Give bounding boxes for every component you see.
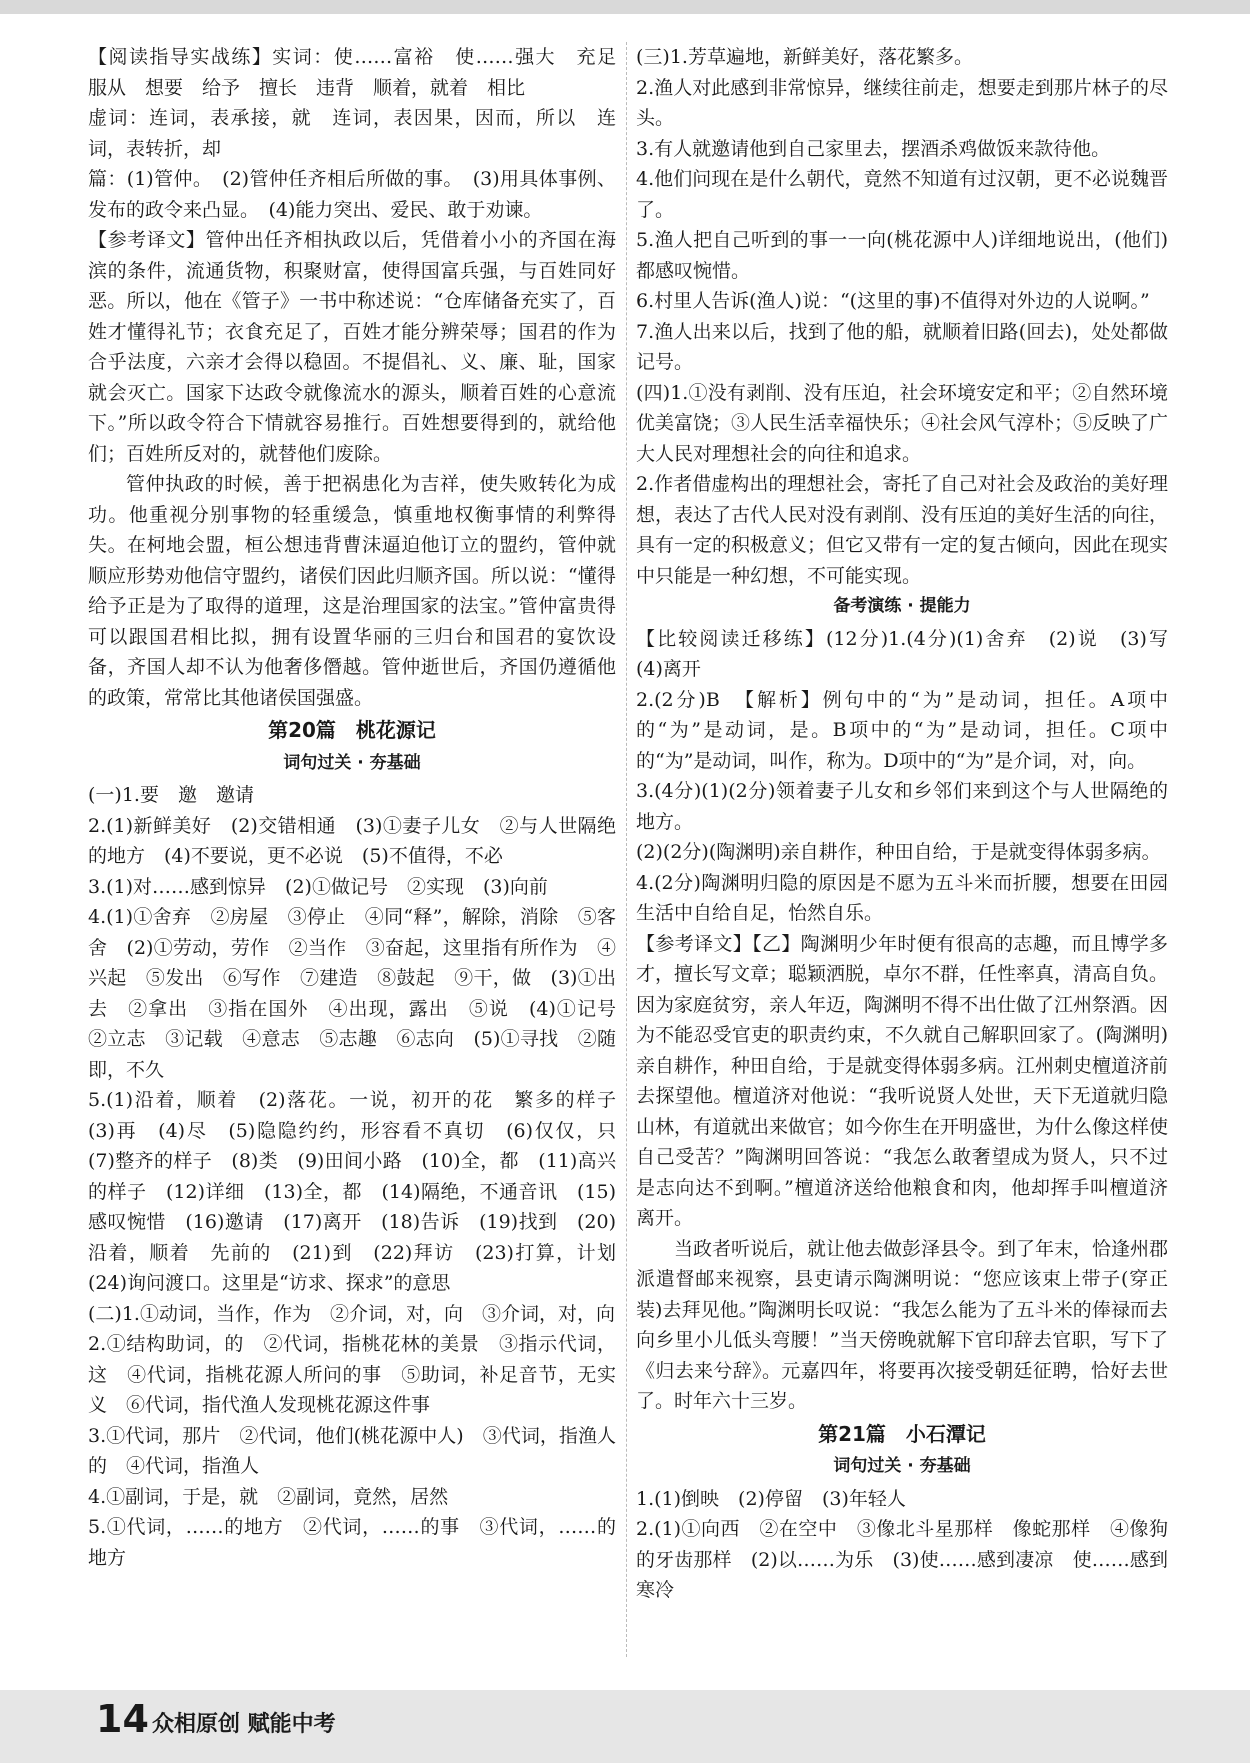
left_column-paragraph: 【参考译文】管仲出任齐相执政以后，凭借着小小的齐国在海滨的条件，流通货物，积聚财富，使得国富兵强，与百姓同好恶。所以，他在《管子》一书中称述说：“仓库储备充实了，百姓才懂得礼节；衣食充足了，百姓才能分辨荣辱；国君的作为合乎法度，六亲才会得以稳固。不提倡礼、义、廉、耻，国家就会灭亡。国家下达政令就像流水的源头，顺着百姓的心意流下。”所以政令符合下情就容易推行。百姓想要得到的，就给他们；百姓所反对的，就替他们废除。: [88, 229, 616, 465]
left_column-paragraph: (一)1.要 邀 邀请: [88, 784, 254, 806]
right-column: [636, 42, 1188, 1606]
right_column-paragraph: 2.(2分)B 【解析】例句中的“为”是动词，担任。A项中的“为”是动词，是。B项中的“为”是动词，担任。C项中的“为”是动词，叫作，称为。D项中的“为”是介词，对，向。: [636, 688, 1168, 772]
right_column-paragraph: 当政者听说后，就让他去做彭泽县令。到了年末，恰逢州郡派遣督邮来视察，县吏请示陶渊明说：“您应该束上带子(穿正装)去拜见他。”陶渊明长叹说：“我怎么能为了五斗米的俸禄而去向乡里小儿低头弯腰！”当天傍晚就解下官印辞去官职，写下了《归去来兮辞》。元嘉四年，将要再次接受朝廷征聘，恰好去世了。时年六十三岁。: [636, 1237, 1169, 1412]
left_column-paragraph: 虚词：连词，表承接，就 连词，表因果，因而，所以 连词，表转折，却: [88, 107, 616, 160]
right_column-paragraph: 3.有人就邀请他到自己家里去，摆酒杀鸡做饭来款待他。: [636, 137, 1111, 160]
right_column-paragraph: 第21篇 小石潭记: [818, 1421, 986, 1446]
left_column-paragraph: 4.①副词，于是，就 ②副词，竟然，居然: [88, 1485, 449, 1508]
left_column-paragraph: 4.(1)①舍弃 ②房屋 ③停止 ④同“释”，解除，消除 ⑤客舍 (2)①劳动，劳作 ②当作 ③奋起，这里指有所作为 ④兴起 ⑤发出 ⑥写作 ⑦建造 ⑧鼓起 ⑨干，做 (3)①出去 ②拿出 ③指在国外 ④出现，露出 ⑤说 (4)①记号 ②立志 ③记载 ④意志 ⑤志趣 ⑥志向 (5)①寻找 ②随即，不久: [88, 906, 636, 1081]
right_column-paragraph: 2.(1)①向西 ②在空中 ③像北斗星那样 像蛇那样 ④像狗的牙齿那样 (2)以……为乐 (3)使……感到凄凉 使……感到寒冷: [636, 1518, 1168, 1601]
left_column-paragraph: 篇：(1)管仲。 (2)管仲任齐相后所做的事。 (3)用具体事例、发布的政令来凸显。 (4)能力突出、爱民、敢于劝谏。: [88, 168, 616, 221]
left_column-paragraph: 5.①代词，……的地方 ②代词，……的事 ③代词，……的地方: [88, 1516, 616, 1569]
right_column-paragraph: 【参考译文】【乙】陶渊明少年时便有很高的志趣，而且博学多才，擅长写文章；聪颖洒脱，卓尔不群，任性率真，清高自负。因为家庭贫穷，亲人年迈，陶渊明不得不出仕做了江州祭酒。因为不能忍受官吏的职责约束，不久就自己解职回家了。(陶渊明)亲自耕作，种田自给，于是就变得体弱多病。江州刺史檀道济前去探望他。檀道济对他说：“我听说贤人处世，天下无道就归隐山林，有道就出来做官；如今你生在开明盛世，为什么像这样使自己受苦？”陶渊明回答说：“我怎么敢奢望成为贤人，只不过是志向达不到啊。”檀道济送给他粮食和肉，他却挥手叫檀道济离开。: [636, 932, 1169, 1229]
right_column-paragraph: 2.作者借虚构出的理想社会，寄托了自己对社会及政治的美好理想，表达了古代人民对没有剥削、没有压迫的美好生活的向往，具有一定的积极意义；但它又带有一定的复古倾向，因此在现实中只能是一种幻想，不可能实现。: [636, 473, 1169, 587]
right_column-paragraph: 5.渔人把自己听到的事一一向(桃花源中人)详细地说出，(他们)都感叹惋惜。: [636, 229, 1168, 282]
right_column-paragraph: 7.渔人出来以后，找到了他的船，就顺着旧路(回去)，处处都做记号。: [636, 320, 1168, 373]
right_column-paragraph: (2)(2分)(陶渊明)亲自耕作，种田自给，于是就变得体弱多病。: [636, 841, 1161, 863]
left_column-paragraph: 2.①结构助词，的 ②代词，指桃花林的美景 ③指示代词，这 ④代词，指桃花源人所问的事 ⑤助词，补足音节，无实义 ⑥代词，指代渔人发现桃花源这件事: [88, 1333, 616, 1416]
left_column-paragraph: 管仲执政的时候，善于把祸患化为吉祥，使失败转化为成功。他重视分别事物的轻重缓急，慎重地权衡事情的利弊得失。在柯地会盟，桓公想违背曹沫逼迫他订立的盟约，管仲就顺应形势劝他信守盟约，诸侯们因此归顺齐国。所以说：“懂得给予正是为了取得的道理，这是治理国家的法宝。”管仲富贵得可以跟国君相比拟，拥有设置华丽的三归台和国君的宴饮设备，齐国人却不认为他奢侈僭越。管仲逝世后，齐国仍遵循他的政策，常常比其他诸侯国强盛。: [88, 473, 616, 709]
footer-brand: 众相原创 赋能中考: [152, 1712, 336, 1737]
page-number: 14: [96, 1697, 149, 1741]
left_column-paragraph: 【阅读指导实战练】实词：使……富裕 使……强大 充足 服从 想要 给予 擅长 违背 顺着，就着 相比: [88, 46, 636, 99]
right_column-paragraph: 【比较阅读迁移练】(12分)1.(4分)(1)舍弃 (2)说 (3)写 (4)离开: [636, 627, 1188, 680]
right_column-paragraph: 1.(1)倒映 (2)停留 (3)年轻人: [636, 1487, 906, 1510]
left_column-paragraph: 2.(1)新鲜美好 (2)交错相通 (3)①妻子儿女 ②与人世隔绝的地方 (4)不要说，更不必说 (5)不值得，不必: [88, 814, 616, 867]
left_column-paragraph: 3.(1)对……感到惊异 (2)①做记号 ②实现 (3)向前: [88, 875, 548, 898]
left_column-paragraph: 3.①代词，那片 ②代词，他们(桃花源中人) ③代词，指渔人的 ④代词，指渔人: [88, 1424, 616, 1477]
left-column: [88, 42, 636, 1573]
right_column-paragraph: (三)1.芳草遍地，新鲜美好，落花繁多。: [636, 46, 973, 68]
right_column-paragraph: (四)1.①没有剥削、没有压迫，社会环境安定和平；②自然环境优美富饶；③人民生活幸福快乐；④社会风气淳朴；⑤反映了广大人民对理想社会的向往和追求。: [636, 381, 1169, 465]
right_column-paragraph: 4.他们问现在是什么朝代，竟然不知道有过汉朝，更不必说魏晋了。: [636, 168, 1168, 221]
left_column-paragraph: 第20篇 桃花源记: [268, 718, 436, 742]
right_column-paragraph: 2.渔人对此感到非常惊异，继续往前走，想要走到那片林子的尽头。: [636, 76, 1168, 129]
top-bar: [0, 0, 1250, 14]
right_column-paragraph: 词句过关 · 夯基础: [833, 1456, 971, 1476]
right_column-paragraph: 6.村里人告诉(渔人)说：“(这里的事)不值得对外边的人说啊。”: [636, 290, 1150, 312]
right_column-paragraph: 3.(4分)(1)(2分)领着妻子儿女和乡邻们来到这个与人世隔绝的地方。: [636, 780, 1168, 833]
right_column-paragraph: 4.(2分)陶渊明归隐的原因是不愿为五斗米而折腰，想要在田园生活中自给自足，怡然自乐。: [636, 871, 1168, 924]
left_column-paragraph: 5.(1)沿着，顺着 (2)落花。一说，初开的花 繁多的样子 (3)再 (4)尽 (5)隐隐约约，形容看不真切 (6)仅仅，只 (7)整齐的样子 (8)类 (9)田间小路 (10)全，都 (11)高兴的样子 (12)详细 (13)全，都 (14)隔绝，不通音讯 (15)感叹惋惜 (16)邀请 (17)离开 (18)告诉 (19)找到 (20)沿着，顺着 先前的 (21)到 (22)拜访 (23)打算，计划 (24)询问渡口。这里是“访求、探求”的意思: [88, 1089, 636, 1294]
left_column-paragraph: (二)1.①动词，当作，作为 ②介词，对，向 ③介词，对，向: [88, 1302, 615, 1325]
column-divider: [626, 42, 627, 1657]
left_column-paragraph: 词句过关 · 夯基础: [283, 752, 421, 773]
right_column-paragraph: 备考演练 · 提能力: [833, 596, 971, 616]
